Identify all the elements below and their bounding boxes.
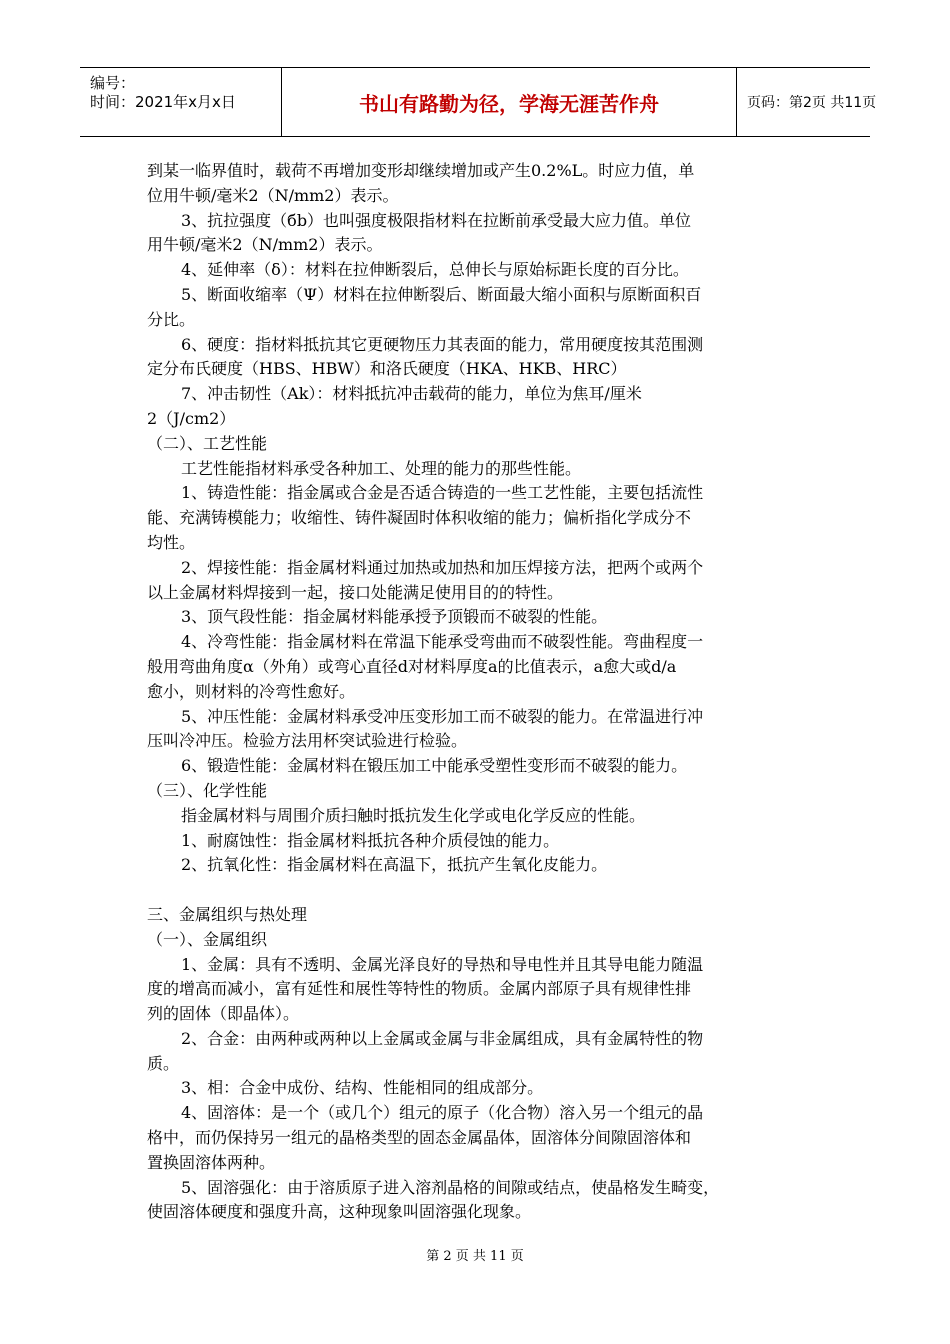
text-line: 分比。 [147,309,196,329]
text-line: 均性。 [147,532,196,552]
text-line: 4、冷弯性能：指金属材料在常温下能承受弯曲而不破裂性能。弯曲程度一 [181,632,704,652]
text-line: 2、合金：由两种或两种以上金属或金属与非金属组成，具有金属特性的物 [181,1028,704,1048]
text-line: 压叫冷冲压。检验方法用杯突试验进行检验。 [147,731,468,751]
text-line: 1、耐腐蚀性：指金属材料抵抗各种介质侵蚀的能力。 [181,830,560,850]
text-line: 3、顶气段性能：指金属材料能承授予顶锻而不破裂的性能。 [181,607,608,627]
text-line: （三）、化学性能 [147,780,268,800]
text-line: 6、硬度：指材料抵抗其它更硬物压力其表面的能力，常用硬度按其范围测 [181,334,704,354]
text-line: （二）、工艺性能 [147,433,268,453]
text-line: 3、抗拉强度（бb）也叫强度极限指材料在拉断前承受最大应力值。单位 [181,210,692,230]
document-body [147,159,812,1225]
text-line: 6、锻造性能：金属材料在锻压加工中能承受塑性变形而不破裂的能力。 [181,756,688,776]
document-time-label: 时间：2021年x月x日 [90,93,236,111]
text-line: 用牛顿/毫米2（N/mm2）表示。 [147,235,383,255]
text-line: 4、固溶体：是一个（或几个）组元的原子（化合物）溶入另一个组元的晶 [181,1103,704,1123]
text-line: 质。 [147,1053,180,1073]
text-line: 愈小，则材料的冷弯性愈好。 [147,681,356,701]
text-line: 4、延伸率（δ）：材料在拉伸断裂后，总伸长与原始标距长度的百分比。 [181,260,689,280]
text-line: 般用弯曲角度α（外角）或弯心直径d对材料厚度a的比值表示，a愈大或d/a [147,656,677,676]
text-line: 5、固溶强化：由于溶质原子进入溶剂晶格的间隙或结点，使晶格发生畸变， [181,1177,720,1197]
text-line: 能、充满铸模能力；收缩性、铸件凝固时体积收缩的能力；偏析指化学成分不 [147,508,692,528]
text-line: 5、冲压性能：金属材料承受冲压变形加工而不破裂的能力。在常温进行冲 [181,706,704,726]
page-footer: 第 2 页 共 11 页 [426,1249,524,1264]
text-line: 置换固溶体两种。 [147,1152,276,1172]
text-line: 1、铸造性能：指金属或合金是否适合铸造的一些工艺性能，主要包括流性 [181,483,704,503]
text-line: 2、焊接性能：指金属材料通过加热或加热和加压焊接方法，把两个或两个 [181,557,704,577]
header-motto: 书山有路勤为径，学海无涯苦作舟 [282,68,737,136]
text-line: 使固溶体硬度和强度升高，这种现象叫固溶强化现象。 [147,1202,532,1222]
text-line: 2、抗氧化性：指金属材料在高温下，抵抗产生氧化皮能力。 [181,855,608,875]
blank-line [147,878,812,903]
text-line: 1、金属：具有不透明、金属光泽良好的导热和导电性并且其导电能力随温 [181,954,704,974]
text-line: 7、冲击韧性（Ak）：材料抵抗冲击载荷的能力，单位为焦耳/厘米 [181,384,642,404]
text-line: 工艺性能指材料承受各种加工、处理的能力的那些性能。 [181,458,582,478]
text-line: 到某一临界值时，载荷不再增加变形却继续增加或产生0.2%L。时应力值，单 [147,161,695,180]
text-line: 指金属材料与周围介质扫触时抵抗发生化学或电化学反应的性能。 [181,805,646,825]
text-line: （一）、金属组织 [147,929,268,949]
header-meta-cell [80,68,282,136]
text-line: 三、金属组织与热处理 [147,904,308,924]
document-number-label: 编号： [90,74,136,92]
text-line: 3、相：合金中成份、结构、性能相同的组成部分。 [181,1078,544,1098]
text-line: 位用牛顿/毫米2（N/mm2）表示。 [147,185,399,205]
text-line: 以上金属材料焊接到一起，接口处能满足使用目的的特性。 [147,582,564,602]
text-line: 定分布氏硬度（HBS、HBW）和洛氏硬度（HKA、HKB、HRC） [147,359,627,379]
text-line: 2（J/cm2） [147,408,236,428]
text-line: 5、断面收缩率（Ψ）材料在拉伸断裂后、断面最大缩小面积与原断面积百 [181,284,702,304]
text-line: 列的固体（即晶体）。 [147,1004,300,1024]
header-page-info: 页码：第2页 共11页 [747,95,877,111]
text-line: 度的增高而减小，富有延性和展性等特性的物质。金属内部原子具有规律性排 [147,979,692,999]
text-line: 格中，而仍保持另一组元的晶格类型的固态金属晶体，固溶体分间隙固溶体和 [147,1128,692,1148]
page-header [80,67,877,137]
